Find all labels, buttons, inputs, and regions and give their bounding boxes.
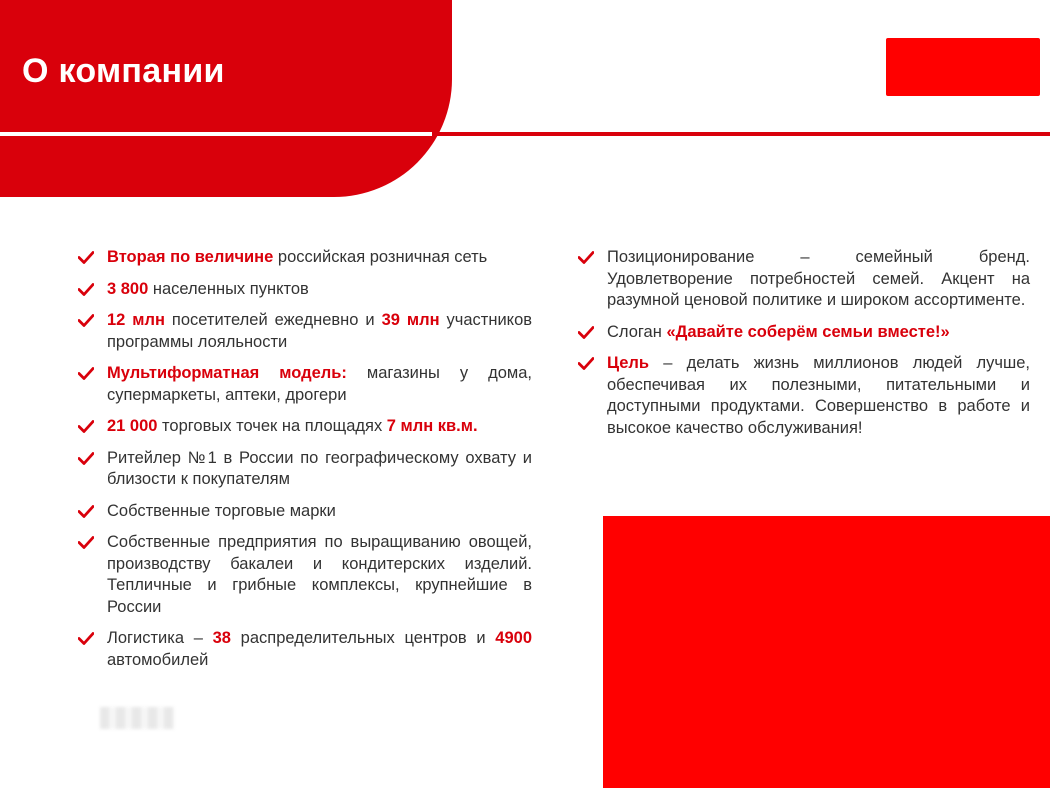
list-item	[578, 247, 1030, 312]
highlight-text: 12 млн	[107, 311, 165, 329]
header-band	[0, 0, 452, 197]
image-placeholder	[603, 516, 1050, 788]
item-text: российская розничная сеть	[273, 248, 488, 266]
checkmark-icon	[78, 536, 94, 549]
facts-list-right	[578, 247, 1030, 449]
highlight-text: 3 800	[107, 279, 149, 298]
item-text: – делать жизнь миллионов людей лучше, обеспечивая их полезными, питательными и доступными продуктами. Совершенство в работе и высокое качество обслуживания!	[607, 354, 1030, 437]
checkmark-icon	[78, 251, 94, 264]
item-text: Собственные предприятия по выращиванию овощей, производству бакалеи и кондитерских изделий. Тепличные и грибные комплексы, крупнейшие в России	[107, 533, 532, 616]
checkmark-icon	[78, 632, 94, 645]
item-text: распределительных центров и	[230, 629, 496, 647]
item-text: автомобилей	[107, 650, 209, 669]
list-item	[78, 247, 532, 269]
highlight-text: 38	[212, 629, 231, 647]
highlight-text: Мультиформатная модель:	[107, 364, 347, 382]
highlight-text: 21 000	[107, 417, 158, 435]
list-item	[78, 416, 532, 438]
list-item	[78, 363, 532, 406]
list-item	[78, 310, 532, 353]
list-item	[78, 532, 532, 618]
highlight-text: Цель	[607, 354, 650, 372]
checkmark-icon	[578, 251, 594, 264]
checkmark-icon	[78, 314, 94, 327]
item-text: Слоган	[607, 322, 667, 341]
list-item	[78, 448, 532, 491]
item-text: Ритейлер №1 в России по географическому охвату и близости к покупателям	[107, 448, 532, 488]
item-text: Позиционирование – семейный бренд. Удовлетворение потребностей семей. Акцент на разумной ценовой политике и широком ассортименте.	[607, 248, 1030, 309]
item-text: торговых точек на площадях	[157, 417, 387, 435]
list-item	[78, 628, 532, 671]
facts-list-left	[78, 247, 532, 681]
highlight-text: 39 млн	[381, 311, 440, 329]
item-text: посетителей ежедневно и	[164, 311, 382, 329]
item-text: Логистика –	[107, 629, 213, 647]
highlight-text: 4900	[495, 629, 533, 647]
list-item	[578, 322, 1030, 344]
checkmark-icon	[578, 357, 594, 370]
list-item	[78, 279, 532, 301]
item-text: участников программы лояльности	[107, 311, 533, 351]
highlight-text: Вторая по величине	[107, 248, 274, 266]
highlight-text: 7 млн кв.м.	[386, 417, 478, 435]
blurred-logo	[100, 707, 174, 729]
logo-placeholder	[886, 38, 1040, 96]
checkmark-icon	[578, 326, 594, 339]
list-item	[578, 353, 1030, 439]
page-title: О компании	[22, 52, 225, 90]
checkmark-icon	[78, 505, 94, 518]
checkmark-icon	[78, 452, 94, 465]
item-text: Собственные торговые марки	[107, 501, 336, 520]
checkmark-icon	[78, 420, 94, 433]
highlight-text: «Давайте соберём семьи вместе!»	[666, 322, 950, 341]
checkmark-icon	[78, 367, 94, 380]
checkmark-icon	[78, 283, 94, 296]
item-text: магазины у дома, супермаркеты, аптеки, дрогери	[107, 364, 532, 404]
header-divider-gap	[0, 132, 432, 136]
list-item	[78, 501, 532, 523]
item-text: населенных пунктов	[148, 279, 309, 298]
